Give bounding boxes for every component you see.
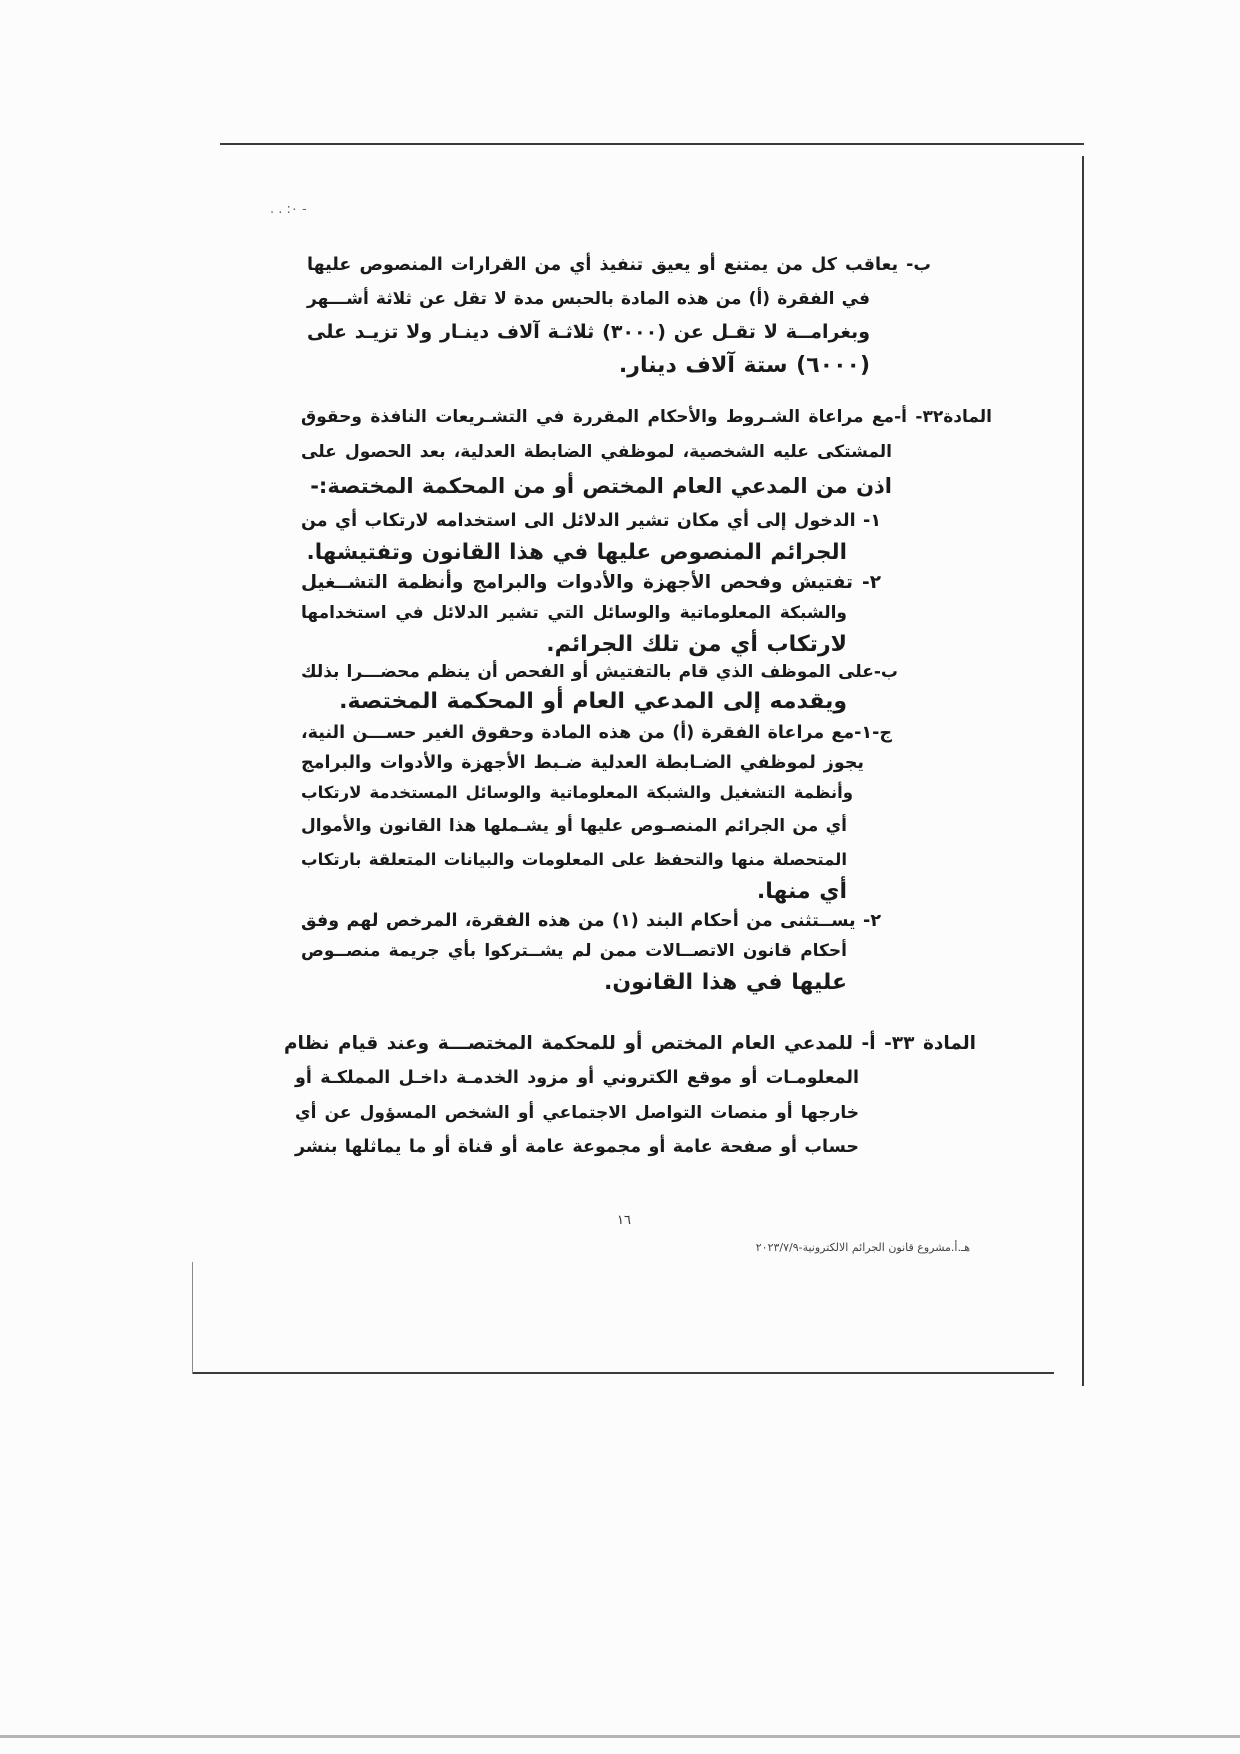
article-heading-line: المادة٣٢- أ-مع مراعاة الشـروط والأحكام المقررة في التشـريعات النافذة وحقوق	[301, 407, 992, 427]
text-line: المشتكى عليه الشخصية، لموظفي الضابطة العدلية، بعد الحصول على	[301, 442, 892, 462]
text-line: وأنظمة التشغيل والشبكة المعلوماتية والوسائل المستخدمة لارتكاب	[301, 783, 853, 802]
text-line: حساب أو صفحة عامة أو مجموعة عامة أو قناة أو ما يماثلها بنشر	[295, 1137, 859, 1157]
scan-edge-line	[0, 1735, 1240, 1738]
text-line: المتحصلة منها والتحفظ على المعلومات والبيانات المتعلقة بارتكاب	[301, 850, 847, 869]
text-line: أي منها.	[756, 879, 847, 904]
article-heading-line: المادة ٣٣- أ- للمدعي العام المختص أو للمحكمة المختصـــة وعند قيام نظام	[284, 1033, 977, 1054]
frame-right-line	[1082, 156, 1084, 1386]
text-line: الجرائم المنصوص عليها في هذا القانون وتفتيشها.	[306, 540, 847, 565]
text-line: المعلومـات أو موقع الكتروني أو مزود الخدمـة داخـل المملكـة أو	[295, 1068, 859, 1088]
text-line: ب- يعاقب كل من يمتنع أو يعيق تنفيذ أي من القرارات المنصوص عليها	[307, 255, 931, 275]
text-line: أي من الجرائم المنصـوص عليها أو يشـملها هذا القانون والأموال	[301, 816, 847, 836]
frame-top-line	[220, 143, 1084, 145]
text-line: يجوز لموظفي الضـابطة العدلية ضـبط الأجهزة والأدوات والبرامج	[301, 753, 864, 773]
text-line: اذن من المدعي العام المختص أو من المحكمة المختصة:-	[310, 474, 892, 498]
document-reference: هـ.أ.مشروع قانون الجرائم الالكترونية-٢٠٢٣/٧/٩	[755, 1241, 970, 1254]
text-line: ٢- تفتيش وفحص الأجهزة والأدوات والبرامج وأنظمة التشــغيل	[301, 572, 881, 593]
frame-bottom-line	[192, 1372, 1054, 1374]
text-line: ج-١-مع مراعاة الفقرة (أ) من هذه المادة وحقوق الغير حســـن النية،	[301, 723, 892, 743]
text-line: ١- الدخول إلى أي مكان تشير الدلائل الى استخدامه لارتكاب أي من	[301, 511, 881, 531]
text-line: ٢- يســتثنى من أحكام البند (١) من هذه الفقرة، المرخص لهم وفق	[301, 911, 881, 931]
text-line: ويقدمه إلى المدعي العام أو المحكمة المختصة.	[339, 689, 847, 714]
frame-left-line	[192, 1262, 193, 1374]
text-line: خارجها أو منصات التواصل الاجتماعي أو الشخص المسؤول عن أي	[295, 1103, 859, 1123]
text-line: لارتكاب أي من تلك الجرائم.	[546, 632, 847, 657]
text-line: في الفقرة (أ) من هذه المادة بالحبس مدة لا تقل عن ثلاثة أشـــهر	[307, 289, 870, 309]
text-line: أحكام قانون الاتصــالات ممن لم يشــتركوا بأي جريمة منصــوص	[301, 941, 847, 961]
text-line: والشبكة المعلوماتية والوسائل التي تشير الدلائل في استخدامها	[301, 603, 847, 623]
text-line: عليها في هذا القانون.	[603, 970, 847, 995]
text-line: ب-على الموظف الذي قام بالتفتيش أو الفحص أن ينظم محضـــرا بذلك	[301, 662, 898, 682]
page-number: ١٦	[617, 1213, 631, 1228]
text-line: (٦٠٠٠) ستة آلاف دينار.	[618, 353, 870, 378]
text-line: وبغرامــة لا تقـل عن (٣٠٠٠) ثلاثـة آلاف دينـار ولا تزيـد على	[307, 321, 871, 343]
stray-marks: . . :٠ -	[270, 202, 307, 217]
